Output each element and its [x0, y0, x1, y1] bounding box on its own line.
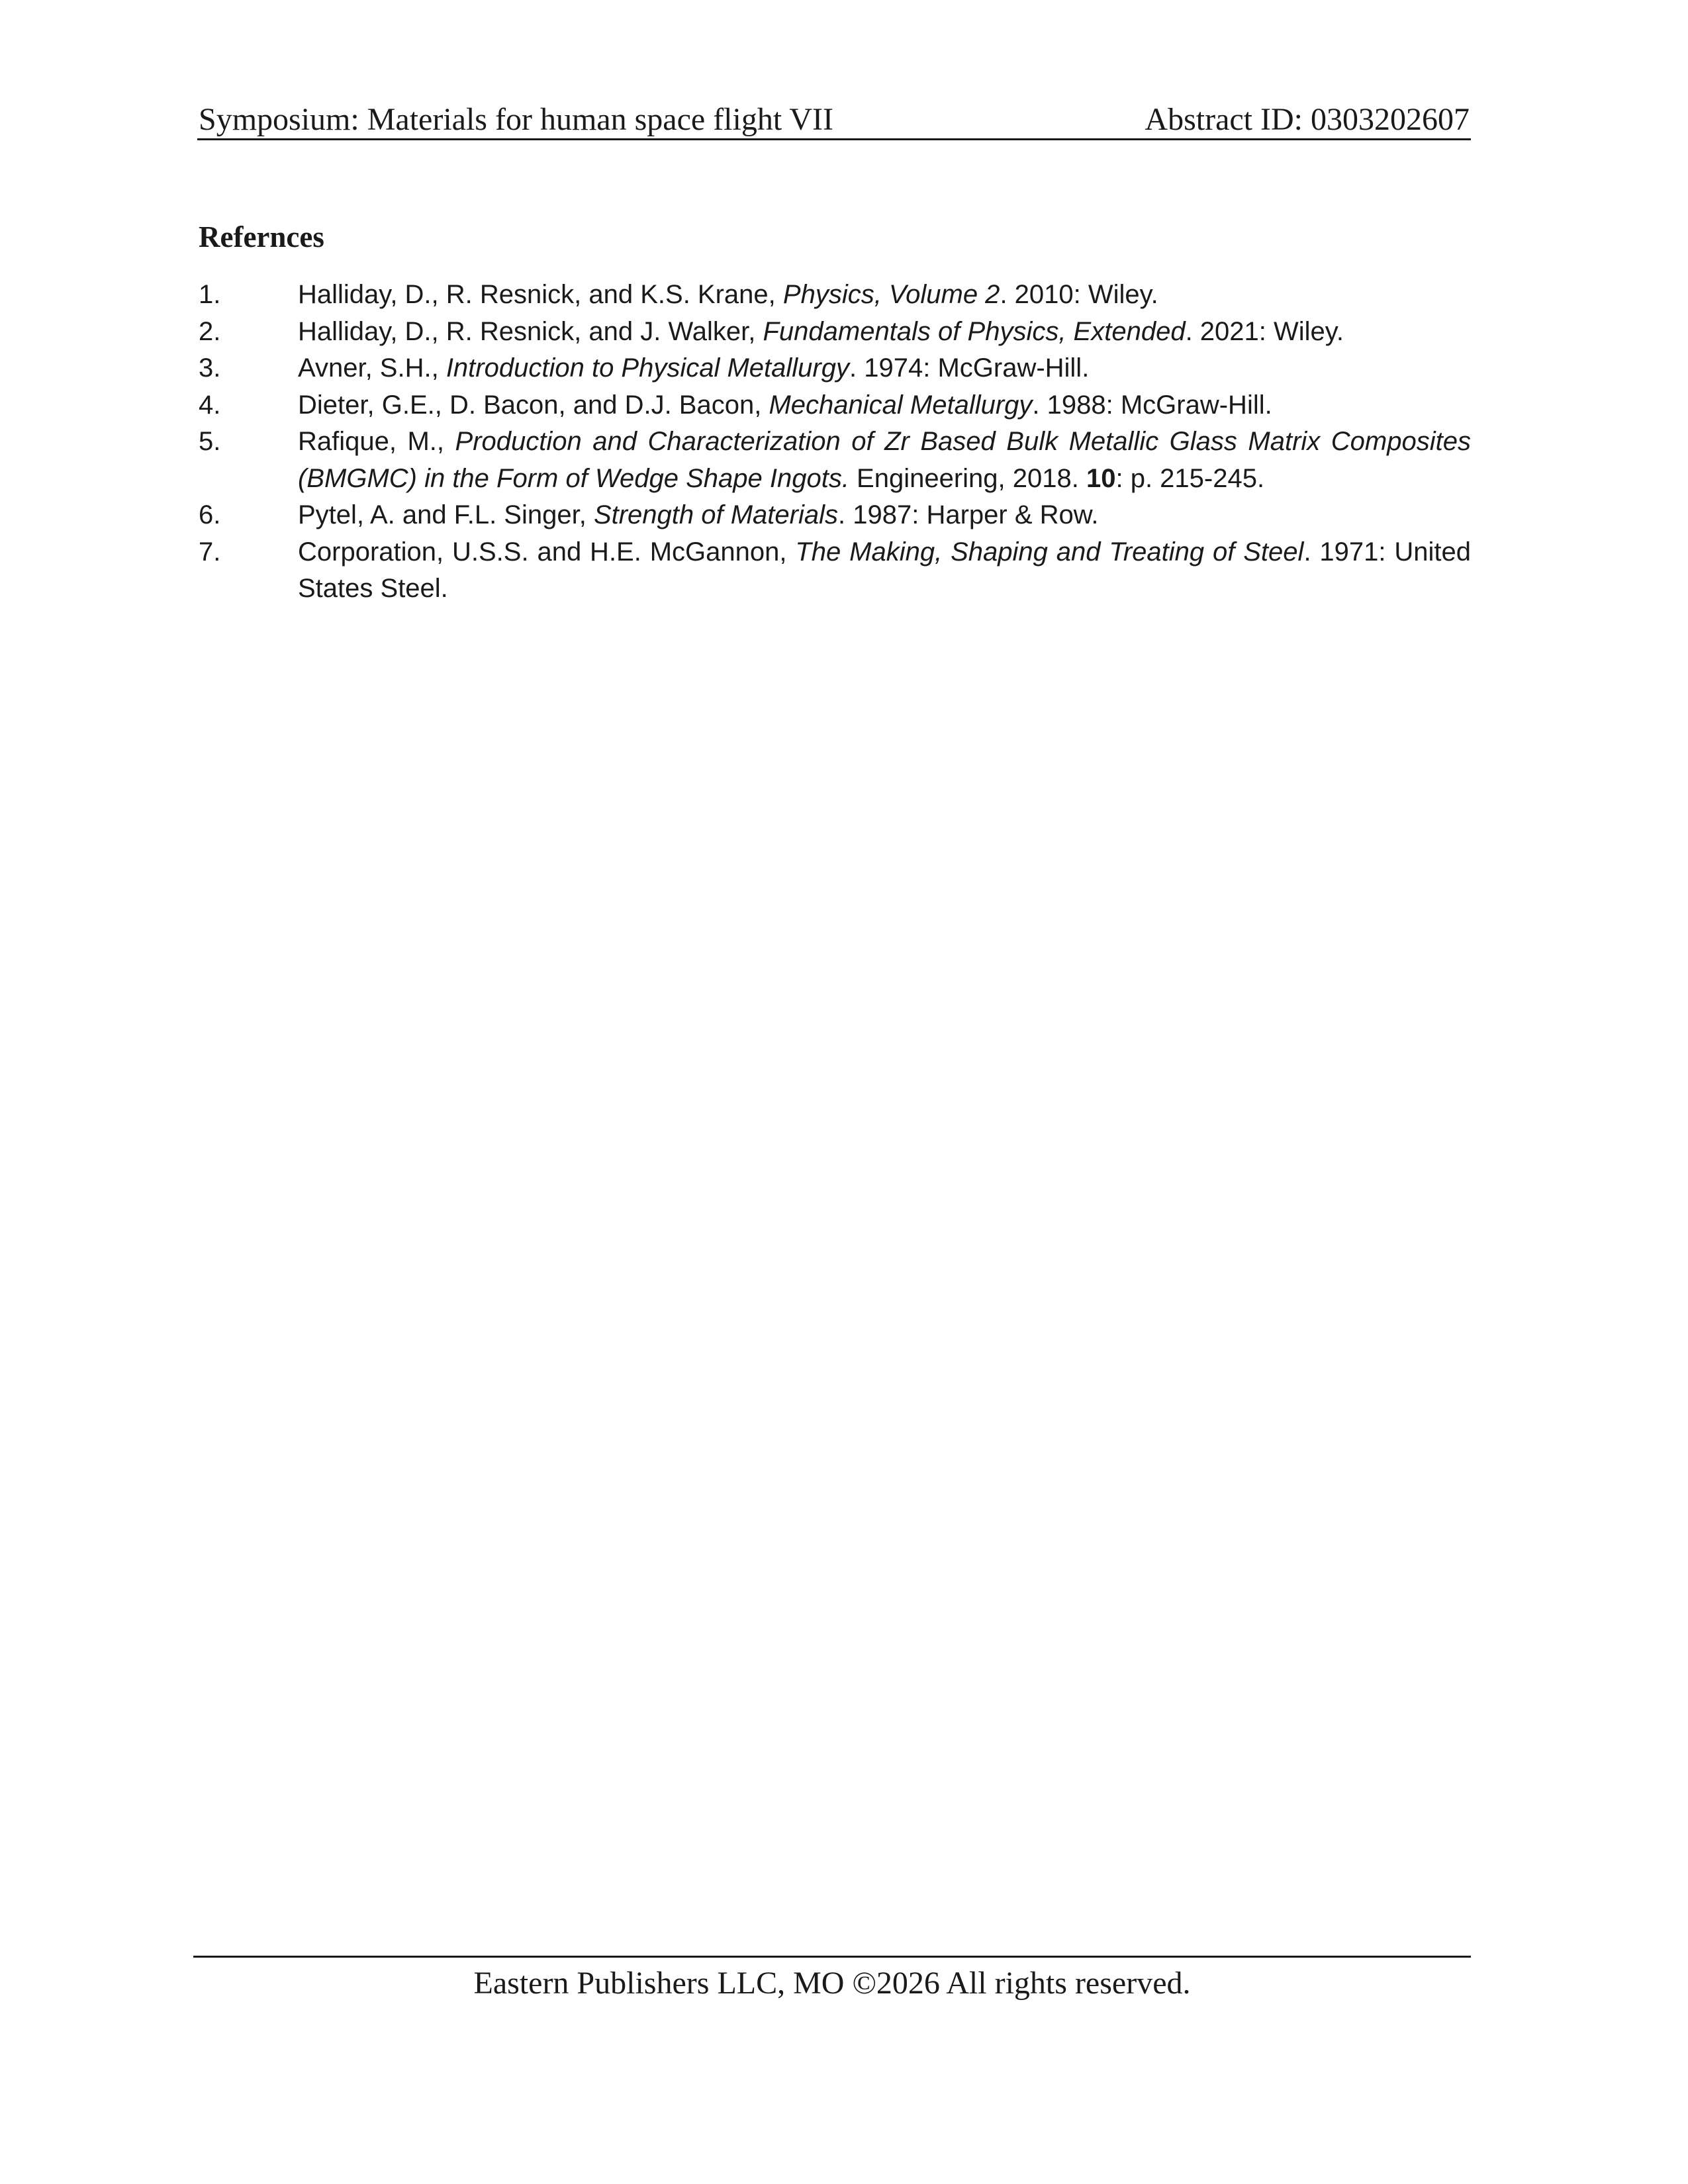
reference-publication: . 2010: Wiley.	[1000, 280, 1158, 309]
symposium-title: Symposium: Materials for human space flight VII	[199, 102, 833, 137]
reference-title: The Making, Shaping and Treating of Steel	[795, 537, 1304, 567]
reference-number: 6.	[199, 500, 221, 529]
reference-text	[298, 534, 1471, 608]
reference-number: 2.	[199, 316, 221, 346]
reference-authors: Rafique, M.,	[298, 427, 455, 456]
reference-pages: : p. 215-245.	[1115, 463, 1265, 493]
reference-number: 3.	[199, 353, 221, 383]
reference-authors: Avner, S.H.,	[298, 353, 446, 383]
reference-publication: . 1988: McGraw-Hill.	[1032, 390, 1272, 420]
reference-text	[298, 497, 1471, 534]
reference-text	[298, 424, 1471, 497]
reference-authors: Pytel, A. and F.L. Singer,	[298, 500, 594, 529]
reference-item	[199, 497, 1471, 534]
reference-authors: Halliday, D., R. Resnick, and K.S. Krane,	[298, 280, 783, 309]
reference-text	[298, 350, 1471, 387]
reference-publication: . 1974: McGraw-Hill.	[849, 353, 1090, 383]
reference-number: 4.	[199, 390, 221, 420]
reference-authors: Dieter, G.E., D. Bacon, and D.J. Bacon,	[298, 390, 769, 420]
abstract-id: Abstract ID: 0303202607	[1145, 102, 1470, 137]
reference-item	[199, 387, 1471, 424]
reference-text	[298, 387, 1471, 424]
reference-text	[298, 314, 1471, 351]
reference-publication: . 1971: United States Steel.	[298, 537, 1472, 603]
reference-list	[199, 277, 1471, 608]
reference-authors: Halliday, D., R. Resnick, and J. Walker,	[298, 316, 763, 346]
reference-publication: Engineering, 2018.	[849, 463, 1086, 493]
reference-title: Fundamentals of Physics, Extended	[763, 316, 1186, 346]
reference-number: 7.	[199, 537, 221, 567]
reference-number: 1.	[199, 280, 221, 309]
reference-item	[199, 277, 1471, 314]
reference-title: Strength of Materials	[593, 500, 838, 529]
reference-text	[298, 277, 1471, 314]
reference-authors: Corporation, U.S.S. and H.E. McGannon,	[298, 537, 796, 567]
reference-volume: 10	[1086, 463, 1116, 493]
reference-item	[199, 534, 1471, 608]
reference-number: 5.	[199, 427, 221, 456]
footer-divider	[193, 1956, 1471, 1958]
reference-publication: . 1987: Harper & Row.	[838, 500, 1099, 529]
references-heading: Refernces	[199, 220, 324, 253]
reference-item	[199, 314, 1471, 351]
reference-item	[199, 350, 1471, 387]
reference-title: Mechanical Metallurgy	[769, 390, 1033, 420]
reference-item	[199, 424, 1471, 497]
page-footer: Eastern Publishers LLC, MO ©2026 All rights reserved.	[473, 1966, 1191, 2001]
page-header	[197, 99, 1471, 140]
reference-title: Production and Characterization of Zr Based Bulk Metallic Glass Matrix Composites (BMGMC) in the Form of Wedge Shape Ingots.	[298, 427, 1471, 493]
reference-title: Physics, Volume 2	[782, 280, 1000, 309]
reference-publication: . 2021: Wiley.	[1185, 316, 1344, 346]
reference-title: Introduction to Physical Metallurgy	[445, 353, 849, 383]
